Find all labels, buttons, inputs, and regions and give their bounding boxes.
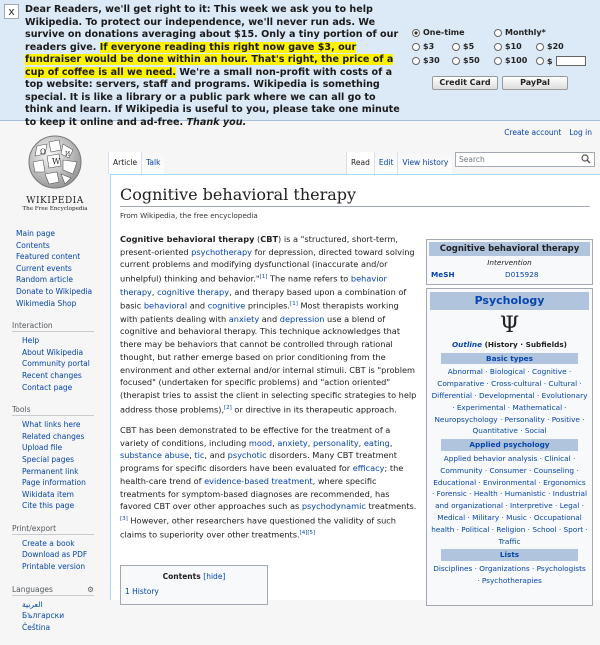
infobox-subtitle: Intervention: [487, 258, 532, 267]
amount-other[interactable]: [536, 56, 586, 66]
body-text: and: [187, 300, 208, 311]
sidebar-item-permanent-link[interactable]: Permanent link: [22, 466, 79, 476]
amount-label: $3: [423, 42, 435, 51]
amount-3[interactable]: [412, 42, 434, 51]
body-text: ,: [389, 437, 393, 448]
citation-ref[interactable]: [4][5]: [299, 530, 316, 537]
body-text: However, other researchers have questioned the validity of such claims to superiority over other treatments.: [120, 515, 396, 541]
radio-icon: [536, 43, 544, 51]
svg-text:Ω: Ω: [40, 148, 46, 156]
mesh-value[interactable]: D015928: [505, 270, 539, 279]
other-amount-input[interactable]: [556, 56, 586, 66]
banner-message: [25, 4, 402, 129]
body-text: , and: [204, 450, 228, 461]
article-link[interactable]: cognitive therapy: [157, 286, 230, 297]
body-text: and: [259, 313, 280, 324]
sidebar-item-random[interactable]: Random article: [16, 275, 73, 285]
body-text: ,: [358, 437, 364, 448]
body-text: Most therapists working with patients dealing with: [120, 300, 399, 324]
freq-one-time[interactable]: [412, 28, 465, 37]
body-text: ; the health-care trend of: [120, 463, 404, 486]
view-tabs: [346, 152, 452, 174]
sidebar-item-wikidata[interactable]: Wikidata item: [22, 489, 74, 499]
body-text: ,: [151, 286, 158, 297]
sidebar-item-community[interactable]: Community portal: [22, 359, 90, 369]
table-of-contents: [120, 565, 268, 605]
citation-ref[interactable]: [3]: [120, 515, 128, 522]
banner-text-part: We're a small non-profit with costs of a top website: servers, staff and programs. Wikipedia is something special. It is like a library or a public park where we can all go to think and learn. If Wikipedia is useful to you, please take one minute to keep it online and ad-free.: [25, 66, 400, 128]
toc-item-history[interactable]: 1 History: [125, 587, 159, 596]
applied-list[interactable]: Applied behavior analysis · Clinical · Community · Consumer · Counseling · Educational · Environmental · Ergonomics · Forensic · Health · Humanistic · Industrial and organizational · Interpretive · Legal · Medical · Military · Music · Occupational health · Political · Religion · School · Sport · Traffic: [431, 453, 588, 546]
amount-label: $10: [505, 42, 522, 51]
bold-term: Cognitive behavioral therapy: [120, 234, 255, 244]
gear-icon[interactable]: ⚙: [87, 584, 94, 594]
radio-icon: [536, 57, 544, 65]
sidebar-main-nav: [16, 228, 110, 309]
banner-text-part: Dear Readers, we'll get right to it: This week we ask you to help Wikipedia. To protect our independence, we'll never run ads. We survive on donations averaging about $15. Only a tiny portion of our readers give.: [25, 4, 399, 53]
body-text: ,: [307, 437, 313, 448]
radio-icon: [494, 29, 502, 37]
sidebar-tools-heading: Tools: [12, 405, 94, 416]
sidebar-item-what-links[interactable]: What links here: [22, 420, 81, 430]
sidebar-languages-heading: [12, 585, 94, 596]
lang-item[interactable]: العربية: [22, 599, 43, 609]
page-subtitle: From Wikipedia, the free encyclopedia: [120, 211, 258, 220]
create-account-link[interactable]: Create account: [504, 128, 562, 137]
amount-30[interactable]: [412, 56, 440, 65]
article-link[interactable]: mood: [248, 437, 273, 448]
sidebar-item-about[interactable]: About Wikipedia: [22, 347, 84, 357]
article-link[interactable]: psychotherapy: [191, 246, 253, 257]
tab-article[interactable]: Article: [108, 152, 141, 174]
donation-banner: [0, 0, 600, 128]
article-link[interactable]: tic: [194, 450, 205, 461]
tab-view-history[interactable]: View history: [397, 152, 452, 174]
search-input[interactable]: [455, 152, 595, 167]
outline-link[interactable]: Outline: [451, 339, 483, 349]
article-link[interactable]: personality: [312, 437, 359, 448]
article-link[interactable]: anxiety: [277, 437, 308, 448]
amount-5[interactable]: [452, 42, 474, 51]
article-link[interactable]: substance abuse: [120, 450, 190, 461]
body-text: ,: [189, 450, 195, 461]
article-link[interactable]: efficacy: [352, 463, 385, 474]
amount-label: $5: [463, 42, 475, 51]
sidebar-item-special-pages[interactable]: Special pages: [22, 454, 75, 464]
article-link[interactable]: behavior therapy: [120, 273, 387, 297]
lang-item[interactable]: Čeština: [22, 622, 51, 632]
sidebar-print-heading: Print/export: [12, 524, 94, 535]
article-content: [110, 174, 600, 600]
sidebar-item-main-page[interactable]: Main page: [16, 229, 56, 238]
radio-icon: [412, 57, 420, 65]
psi-symbol-icon: Ψ: [499, 312, 520, 338]
body-text: CBT has been demonstrated to be effective for the treatment of a variety of conditions, including: [120, 425, 391, 448]
search-placeholder: Search: [459, 155, 485, 164]
sidebar-tools: [22, 419, 110, 512]
sidebar-item-related-changes[interactable]: Related changes: [22, 431, 85, 441]
body-text: or directive in its therapeutic approach.: [231, 404, 397, 415]
amount-label: $30: [423, 56, 440, 65]
credit-card-button[interactable]: Credit Card: [432, 76, 498, 90]
infobox-title: Cognitive behavioral therapy: [429, 242, 590, 256]
sidebar-item-printable[interactable]: Printable version: [22, 562, 86, 572]
lang-item[interactable]: Български: [22, 611, 65, 621]
radio-icon: [412, 43, 420, 51]
paypal-button[interactable]: PayPal: [502, 76, 568, 90]
tab-read[interactable]: Read: [346, 152, 374, 174]
amount-50[interactable]: [452, 56, 480, 65]
basic-types-list[interactable]: Abnormal · Biological · Cognitive · Comparative · Cross-cultural · Cultural · Differential · Developmental · Evolutionary · Experimental · Mathematical · Neuropsychology · Personality · Positive · Quantitative · Social: [431, 367, 588, 436]
donation-form: [408, 24, 588, 92]
freq-label: Monthly*: [505, 28, 546, 37]
personal-tools: [504, 128, 592, 137]
amount-label: $50: [463, 56, 480, 65]
sidebar-item-help[interactable]: Help: [22, 336, 40, 346]
search-icon[interactable]: [581, 154, 591, 164]
mesh-label[interactable]: MeSH: [431, 270, 455, 279]
article-body: [120, 233, 418, 550]
radio-icon: [452, 57, 460, 65]
article-link[interactable]: eating: [363, 437, 390, 448]
logo-tagline: The Free Encyclopedia: [22, 206, 88, 212]
article-link[interactable]: anxiety: [228, 313, 260, 324]
applied-heading[interactable]: Applied psychology: [441, 439, 578, 451]
namespace-tabs: [108, 152, 164, 174]
sidebar-item-download-pdf[interactable]: Download as PDF: [22, 550, 88, 560]
sidebar-interaction: [22, 335, 110, 393]
body-text: disorders. Many CBT treatment programs for specific disorders have been evaluated for: [120, 450, 397, 474]
sidebar: [0, 228, 110, 645]
radio-icon: [412, 29, 420, 37]
body-text: treatments.: [365, 501, 417, 512]
freq-monthly[interactable]: [494, 28, 546, 37]
radio-icon: [452, 43, 460, 51]
amount-20[interactable]: [536, 42, 564, 51]
citation-ref[interactable]: [1]: [290, 301, 298, 308]
radio-icon: [494, 43, 502, 51]
body-text: The name refers to: [267, 273, 351, 284]
logo-title: WIKIPEDIA: [26, 196, 84, 206]
svg-text:И: И: [65, 151, 71, 158]
article-link[interactable]: behavioral: [143, 300, 188, 311]
sidebar-item-upload[interactable]: Upload file: [22, 443, 63, 453]
article-link[interactable]: psychodynamic: [301, 501, 366, 512]
sidebar-languages: [22, 599, 110, 634]
sidebar-item-featured[interactable]: Featured content: [16, 252, 81, 262]
toc-heading: Contents: [162, 572, 201, 581]
sidebar-print: [22, 538, 110, 573]
svg-text:W: W: [52, 157, 61, 166]
sidebar-item-cite[interactable]: Cite this page: [22, 501, 75, 511]
paragraph-effectiveness: [120, 424, 418, 542]
sidebar-item-shop[interactable]: Wikimedia Shop: [16, 298, 77, 308]
sidebar-item-donate[interactable]: Donate to Wikipedia: [16, 286, 93, 296]
tab-talk[interactable]: Talk: [141, 152, 164, 174]
languages-label: Languages: [12, 584, 53, 594]
banner-thanks: Thank you.: [186, 116, 247, 128]
globe-icon: [25, 132, 85, 190]
sidebar-item-create-book[interactable]: Create a book: [22, 538, 75, 548]
lists-list[interactable]: Disciplines · Organizations · Psychologists · Psychotherapies: [433, 564, 586, 585]
body-text: ) is a "structured, short-term, present-oriented: [120, 234, 398, 257]
sidebar-item-page-info[interactable]: Page information: [22, 478, 86, 488]
infobox-mesh-row: [431, 270, 588, 279]
amount-100[interactable]: [494, 56, 527, 65]
sidebar-item-recent-changes[interactable]: Recent changes: [22, 370, 82, 380]
amount-label: $20: [547, 42, 564, 51]
infobox-psychology: [426, 288, 593, 606]
article-link[interactable]: depression: [279, 313, 325, 324]
psychology-title[interactable]: Psychology: [430, 292, 589, 310]
freq-label: One-time: [423, 28, 465, 37]
amount-label: $100: [505, 56, 528, 65]
sidebar-interaction-heading: Interaction: [12, 321, 94, 332]
login-link[interactable]: Log in: [569, 128, 592, 137]
page-title: Cognitive behavioral therapy: [120, 185, 590, 207]
outline-line: [427, 339, 592, 351]
paragraph-intro: [120, 233, 418, 416]
body-text: principles.: [245, 300, 291, 311]
article-link[interactable]: cognitive: [207, 300, 246, 311]
sidebar-item-contact[interactable]: Contact page: [22, 382, 73, 392]
body-text: , and therapy based upon a combination of basic: [120, 286, 407, 311]
sidebar-item-contents[interactable]: Contents: [16, 240, 50, 250]
body-text: use a blend of cognitive and behavioral therapy. This technique acknowledges that there may be behaviors that cannot be controlled through rational thought, but rather emerge based on prior conditioning from the environment and other external and/or internal stimuli. CBT is "problem focused" (undertaken for specific problems) and "action oriented" (therapist tries to assist the client in selecting specific strategies to help address those problems),: [120, 313, 417, 415]
citation-ref[interactable]: [1]: [259, 274, 268, 281]
body-text: ,: [272, 437, 278, 448]
wikipedia-logo[interactable]: [14, 132, 96, 218]
banner-close-button[interactable]: x: [4, 4, 19, 19]
article-link[interactable]: psychotic: [227, 450, 267, 461]
banner-highlight: If everyone reading this right now gave $3, our fundraiser would be done within an hour. That's right, the price of a cup of coffee is all we need.: [25, 41, 394, 78]
outline-rest: (History · Subfields): [482, 339, 568, 349]
body-text: for depression, directed toward solving current problems and modifying dysfunctional (inaccurate and/or unhelpful) thinking and behavior.": [120, 246, 415, 284]
lists-heading[interactable]: Lists: [441, 549, 578, 561]
basic-types-heading[interactable]: Basic types: [441, 353, 578, 365]
toc-title: [121, 572, 267, 581]
article-link[interactable]: evidence-based treatment: [204, 475, 313, 486]
amount-10[interactable]: [494, 42, 522, 51]
infobox-intervention: [426, 239, 593, 285]
body-text: (: [254, 234, 261, 244]
bold-term: CBT: [260, 234, 279, 244]
amount-label: $: [547, 56, 553, 66]
sidebar-item-current-events[interactable]: Current events: [16, 263, 72, 273]
body-text: , where specific treatments for symptom-based diagnoses are recommended, has favored CBT over other approaches such as: [120, 475, 390, 512]
citation-ref[interactable]: [2]: [224, 404, 232, 411]
radio-icon: [494, 57, 502, 65]
toc-hide-link[interactable]: [hide]: [203, 572, 226, 581]
tab-edit[interactable]: Edit: [374, 152, 398, 174]
